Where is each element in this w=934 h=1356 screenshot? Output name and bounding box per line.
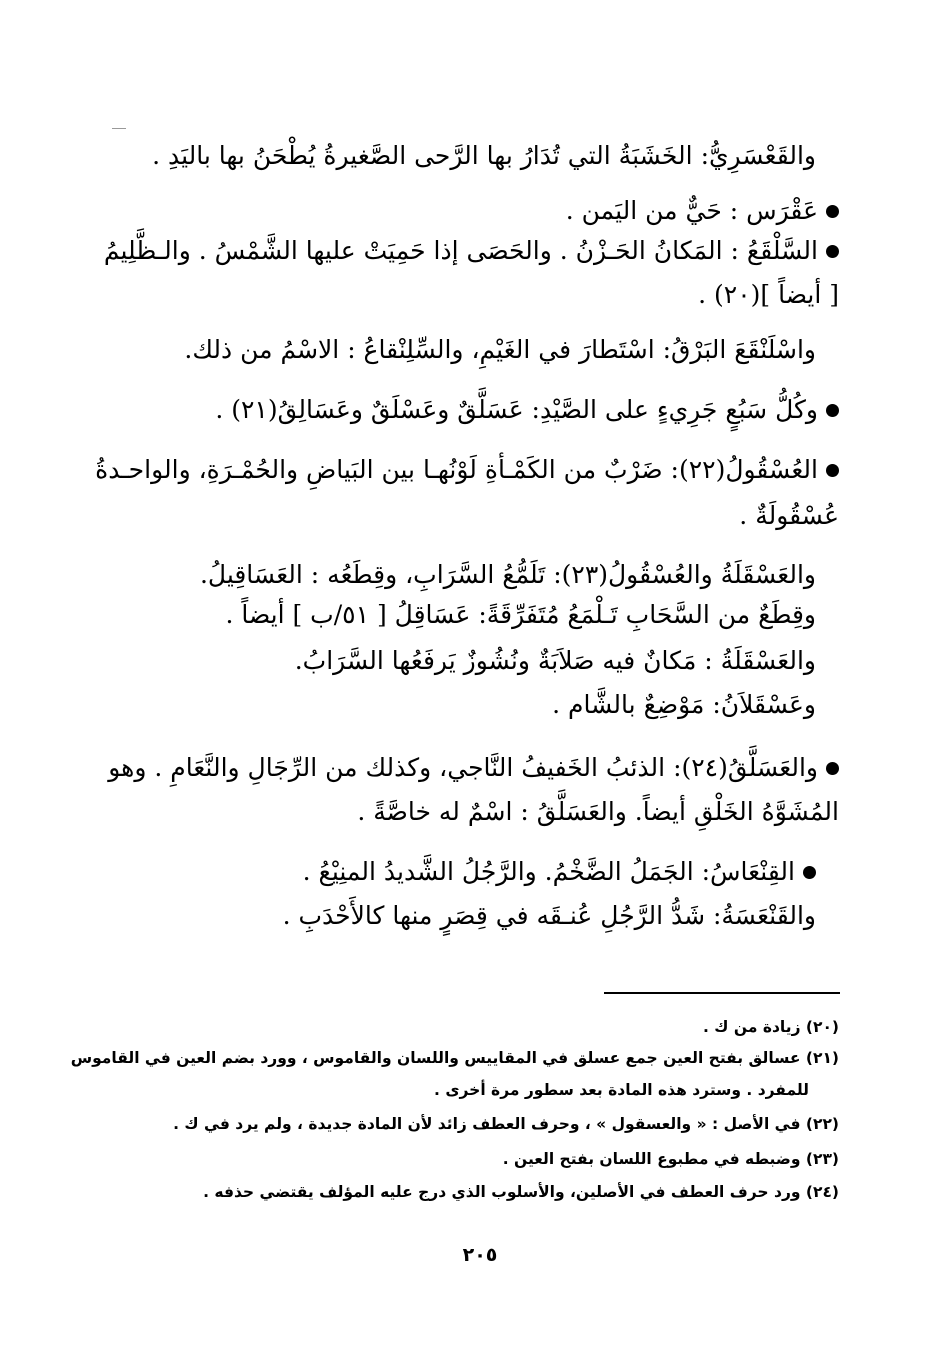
line-text: عُسْقُولَةٌ .: [739, 501, 839, 530]
line-text: واسْلَنْقَعَ البَرْقُ: اسْتَطارَ في الغَيْمِ، والسِّلِنْقاعُ : الاسْمُ من ذلك.: [184, 335, 816, 364]
footnote: [503, 1148, 839, 1170]
entry-line: [200, 558, 816, 592]
line-text: وكُلُّ سَبُعٍ جَرِيءٍ على الصَّيْدِ: عَسَلَّقٌ وعَسْلَقٌ وعَسَالِقُ(٢١) .: [215, 395, 818, 424]
entry-line: [357, 795, 839, 829]
line-text: العُسْقُولُ(٢٢): ضَرْبٌ من الكَمْـأةِ لَوْنُهـا بين البَياضِ والحُمْـرَةِ، والواحـدةُ: [95, 455, 818, 484]
footnote: [173, 1113, 839, 1135]
page-number: ٢٠٥: [462, 1244, 498, 1266]
bullet-icon: [826, 404, 839, 417]
entry-line: [303, 855, 816, 889]
entry-line: [295, 644, 816, 678]
footnote: [71, 1047, 839, 1069]
footnote-divider: [604, 992, 840, 994]
line-text: وعَسْقَلاَنُ: مَوْضِعٌ بالشَّام .: [552, 690, 816, 719]
entry-line: [739, 499, 839, 533]
bullet-icon: [803, 866, 816, 879]
footnote: [703, 1016, 839, 1038]
bullet-icon: [826, 205, 839, 218]
footnote-text: (٢٢) في الأصل : « والعسقول » ، وحرف العطف زائد لأن المادة جديدة ، ولم يرد في ك .: [173, 1115, 839, 1133]
entry-line: [184, 333, 816, 367]
line-text: والقَعْسَرِيُّ: الخَشَبَةُ التي تُدَارُ بها الرَّحى الصَّغيرةُ يُطْحَنُ بها باليَدِ .: [152, 141, 816, 170]
line-text: والعَسْقَلَةُ والعُسْقُولُ(٢٣): تَلَمُّعُ السَّرَابِ، وقِطَعُه : العَسَاقِيلُ.: [199, 560, 816, 589]
entry-line: [566, 194, 839, 228]
bullet-icon: [826, 464, 839, 477]
footnote-text: (٢٠) زيادة من ك .: [703, 1018, 839, 1036]
footnote-text: (٢١) عسالق بفتح العين جمع عسلق في المقاييس واللسان والقاموس ، وورد بضم العين في القاموس: [70, 1049, 839, 1067]
footnote-text: (٢٣) وضبطه في مطبوع اللسان بفتح العين .: [502, 1150, 839, 1168]
entry-line: [108, 751, 839, 785]
bullet-icon: [826, 762, 839, 775]
footnote: [203, 1181, 839, 1203]
bullet-icon: [826, 245, 839, 258]
footnote: [434, 1079, 809, 1101]
scan-mark: [112, 128, 126, 129]
line-text: والعَسْقَلَةُ : مَكانٌ فيه صَلاَبَةٌ ونُشُوزٌ يَرفَعُها السَّرَابُ.: [294, 646, 816, 675]
entry-line: [215, 393, 839, 427]
line-text: وقِطَعٌ من السَّحَابِ تَـلْمَعُ مُتَفَرِّقَةً: عَسَاقِلُ [ ٥١/ب ] أيضاً .: [225, 600, 816, 629]
entry-line: [104, 234, 839, 268]
entry-line: [95, 453, 839, 487]
line-text: عَقْرَس : حَيٌّ من اليَمن .: [565, 196, 818, 225]
entry-line: [225, 598, 816, 632]
line-text: القِنْعَاسُ: الجَمَلُ الضَّخْمُ. والرَّجُلُ الشَّديدُ المنِيْعُ .: [302, 857, 795, 886]
footnote-text: للمفرد . وسترد هذه المادة بعد سطور مرة أخرى .: [434, 1081, 809, 1099]
line-text: المُشَوَّهُ الخَلْقِ أيضاً. والعَسَلَّقُ : اسْمٌ له خاصَّةً .: [357, 797, 839, 826]
entry-line: [283, 899, 816, 933]
line-text: والعَسَلَّقُ(٢٤): الذئبُ الخَفيفُ النَّاجي، وكذلك من الرِّجَالِ والنَّعَامِ . وهو: [108, 753, 818, 782]
entry-line: [552, 688, 816, 722]
entry-line: [698, 278, 839, 312]
footnote-text: (٢٤) ورد حرف العطف في الأصلين، والأسلوب الذي درج عليه المؤلف يقتضي حذفه .: [203, 1183, 839, 1201]
line-text: والقَنْعَسَةُ: شَدُّ الرَّجُلِ عُنـقَه في قِصَرٍ منها كالأَحْدَبِ .: [282, 901, 816, 930]
line-text: السَّلْقَعُ : المَكانُ الحَـزْنُ . والحَصَى إذا حَمِيَتْ عليها الشَّمْسُ . والـظَّلِيمُ: [103, 236, 818, 265]
entry-line: [152, 139, 816, 173]
line-text: [ أيضاً ](٢٠) .: [698, 280, 839, 309]
